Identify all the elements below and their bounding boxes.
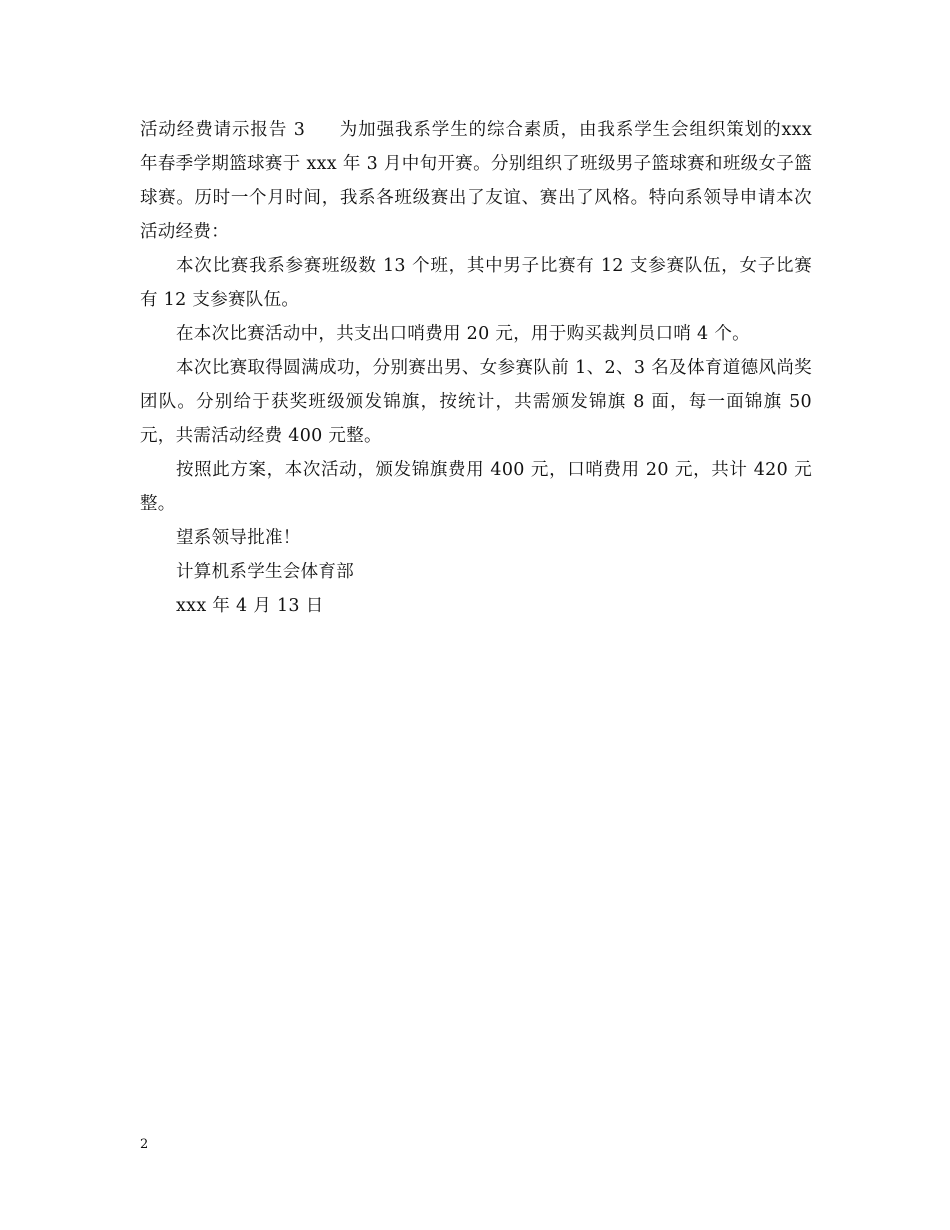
signature-date: xxx 年 4 月 13 日 — [176, 596, 324, 616]
paragraph-whistle-cost: 在本次比赛活动中，共支出口哨费用 20 元，用于购买裁判员口哨 4 个。 — [176, 324, 750, 344]
paragraph-awards-cost: 本次比赛取得圆满成功，分别赛出男、女参赛队前 1、2、3 名及体育道德风尚奖团队。分别给于获奖班级颁发锦旗，按统计，共需颁发锦旗 8 面，每一面锦旗 50 元，共需活动经费 400 元整。 — [140, 358, 812, 446]
document-title: 活动经费请示报告 3 — [140, 120, 306, 140]
paragraph-total-cost: 按照此方案，本次活动，颁发锦旗费用 400 元，口哨费用 20 元，共计 420 元整。 — [140, 460, 812, 514]
paragraph-purpose: 为加强我系学生的综合素质，由我系学生会组织策划的xxx 年春季学期篮球赛于 xxx 年 3 月中旬开赛。分别组织了班级男子篮球赛和班级女子篮球赛。历时一个月时间，我系各班级赛出了友谊、赛出了风格。特向系领导申请本次活动经费： — [140, 120, 812, 242]
signature-department: 计算机系学生会体育部 — [176, 562, 354, 582]
approval-request: 望系领导批准！ — [176, 528, 301, 548]
paragraph-participants: 本次比赛我系参赛班级数 13 个班，其中男子比赛有 12 支参赛队伍，女子比赛有 12 支参赛队伍。 — [140, 256, 812, 310]
page-number: 2 — [140, 1137, 149, 1152]
document-body — [140, 113, 812, 623]
intro-paragraph — [140, 113, 812, 249]
